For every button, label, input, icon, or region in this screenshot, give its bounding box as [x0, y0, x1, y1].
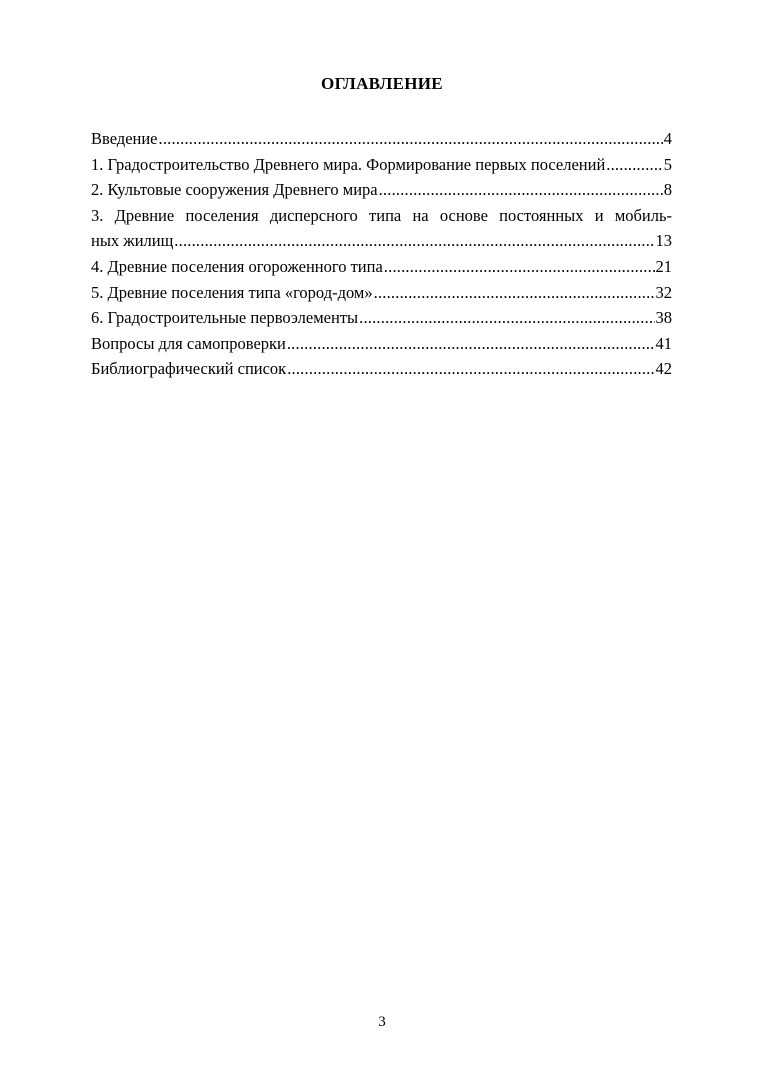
toc-row: [91, 254, 672, 280]
toc-row: [91, 280, 672, 306]
toc-row: [91, 126, 672, 152]
dot-leader: [379, 177, 663, 203]
dot-leader: [287, 356, 654, 382]
toc-page-number: 21: [655, 256, 672, 276]
toc-entry-chapter-3[interactable]: [91, 203, 672, 254]
toc-page-number: 38: [655, 308, 672, 328]
toc-entry-chapter-1[interactable]: [91, 152, 672, 178]
toc-page-number: 42: [655, 359, 672, 379]
page-title: ОГЛАВЛЕНИЕ: [321, 74, 443, 93]
toc-entry-chapter-6[interactable]: [91, 305, 672, 331]
toc-page-number: 13: [655, 231, 672, 251]
toc-page-number: 5: [663, 154, 672, 174]
dot-leader: [287, 331, 655, 357]
toc-row: [91, 152, 672, 178]
toc-page-number: 41: [655, 333, 672, 353]
toc-entry-title: 1. Градостроительство Древнего мира. Формирование первых поселений: [91, 154, 606, 174]
toc-entry-title: 4. Древние поселения огороженного типа: [91, 256, 383, 276]
toc-entry-chapter-5[interactable]: [91, 280, 672, 306]
toc-row: [91, 305, 672, 331]
dot-leader: [374, 280, 655, 306]
toc-entry-chapter-4[interactable]: [91, 254, 672, 280]
dot-leader: [606, 152, 662, 178]
toc-page-number: 8: [663, 180, 672, 200]
toc-row: [91, 331, 672, 357]
toc-entry-title: 6. Градостроительные первоэлементы: [91, 308, 359, 328]
toc-row: [91, 228, 672, 254]
toc-entry-title: 2. Культовые сооружения Древнего мира: [91, 180, 378, 200]
toc-row: [91, 356, 672, 382]
toc-entry-self-check-questions[interactable]: [91, 331, 672, 357]
toc-page-number: 32: [655, 282, 672, 302]
toc-entry-title: Вопросы для самопроверки: [91, 333, 286, 353]
toc-entry-title: 5. Древние поселения типа «город-дом»: [91, 282, 373, 302]
toc-entry-title: Введение: [91, 129, 158, 148]
toc-page-number: 4: [663, 129, 672, 148]
toc-entry-bibliography[interactable]: [91, 356, 672, 382]
toc-entry-title: Библиографический список: [91, 359, 287, 379]
dot-leader: [174, 228, 654, 254]
toc-row: [91, 177, 672, 203]
toc-entry-introduction[interactable]: [91, 126, 672, 152]
table-of-contents: [91, 126, 672, 382]
dot-leader: [384, 254, 655, 280]
page-number: 3: [378, 1014, 386, 1030]
dot-leader: [359, 305, 654, 331]
dot-leader: [159, 126, 663, 152]
toc-entry-chapter-2[interactable]: [91, 177, 672, 203]
toc-entry-title-first-line: 3. Древние поселения дисперсного типа на основе постоянных и мобиль-: [91, 205, 672, 225]
toc-entry-title: ных жилищ: [91, 231, 174, 251]
